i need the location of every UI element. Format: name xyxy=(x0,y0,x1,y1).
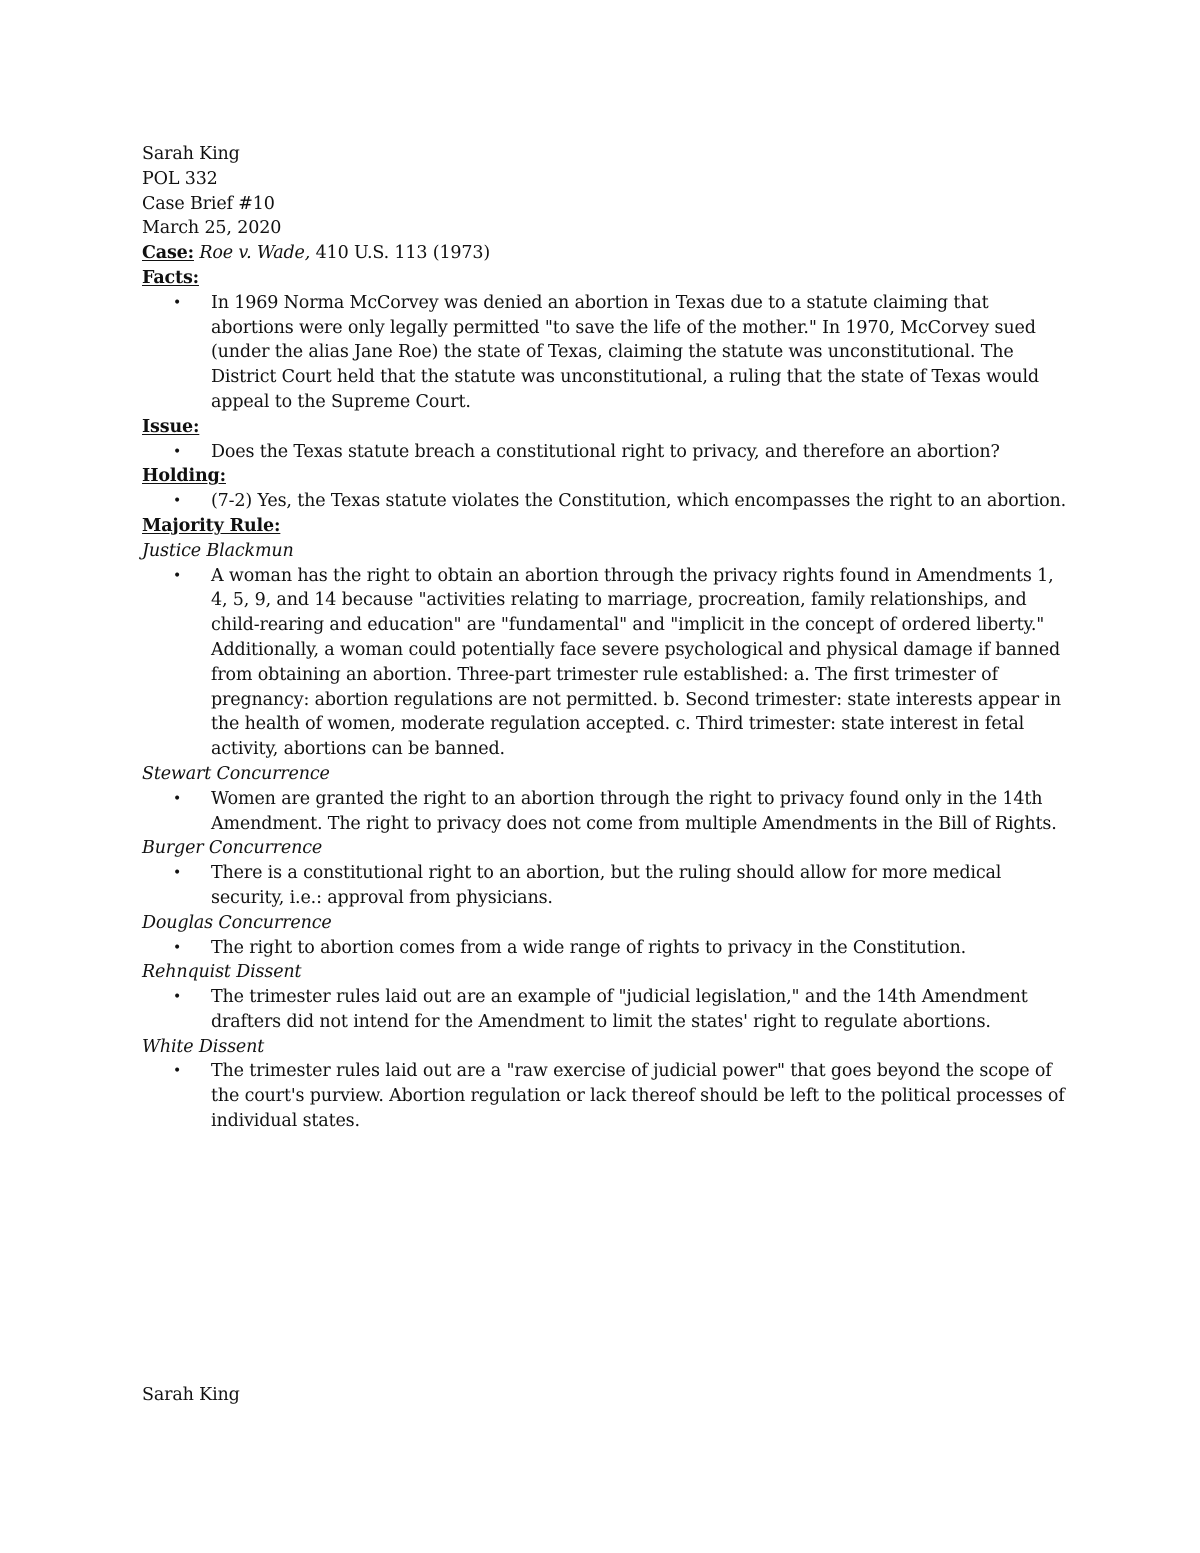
opinion-bullet xyxy=(142,985,1072,1035)
opinion-author-blackmun: Justice Blackmun xyxy=(142,540,294,561)
facts-bullet-text: In 1969 Norma McCorvey was denied an abortion in Texas due to a statute claiming that abortions were only legally permitted "to save the life of the mother." In 1970, McCorvey sued (under the alias Jane Roe) the state of Texas, claiming the statute was unconstitutional. The District Court held that the statute was unconstitutional, a ruling that the state of Texas would appeal to the Supreme Court. xyxy=(211,292,1039,412)
facts-heading: Facts: xyxy=(142,267,199,288)
holding-bullet xyxy=(142,489,1072,514)
bullet-icon: • xyxy=(173,567,182,584)
bullet-icon: • xyxy=(173,989,182,1006)
opinion-author-burger: Burger Concurrence xyxy=(142,838,323,859)
case-name: Roe v. Wade, xyxy=(199,243,311,264)
opinion-list-douglas xyxy=(142,936,1072,961)
issue-bullet-text: Does the Texas statute breach a constitutional right to privacy, and therefore an abortion? xyxy=(211,441,1000,462)
holding-bullet-text: (7-2) Yes, the Texas statute violates the Constitution, which encompasses the right to an abortion. xyxy=(211,491,1067,512)
bullet-icon: • xyxy=(173,294,182,311)
footer-author-name: Sarah King xyxy=(142,1385,240,1405)
opinion-bullet xyxy=(142,861,1072,911)
opinion-bullet-text: Women are granted the right to an abortion through the right to privacy found only in the 14th Amendment. The right to privacy does not come from multiple Amendments in the Bill of Rights. xyxy=(211,788,1057,834)
opinion-bullet xyxy=(142,936,1072,961)
bullet-icon: • xyxy=(173,939,182,956)
opinion-list-stewart xyxy=(142,787,1072,837)
author-name: Sarah King xyxy=(142,144,240,164)
bullet-icon: • xyxy=(173,443,182,460)
document-body xyxy=(142,142,1072,1134)
bullet-icon: • xyxy=(173,790,182,807)
holding-heading: Holding: xyxy=(142,466,226,487)
case-label: Case: xyxy=(142,243,194,264)
opinion-author-douglas: Douglas Concurrence xyxy=(142,912,332,933)
opinion-bullet-text: A woman has the right to obtain an abortion through the privacy rights found in Amendments 1, 4, 5, 9, and 14 because "activities relating to marriage, procreation, family relationships, and child-rearing and education" are "fundamental" and "implicit in the concept of ordered liberty." Additionally, a woman could potentially face severe psychological and physical damage if banned from obtaining an abortion. Three-part trimester rule established: a. The first trimester of pregnancy: abortion regulations are not permitted. b. Second trimester: state interests appear in the health of women, moderate regulation accepted. c. Third trimester: state interest in fetal activity, abortions can be banned. xyxy=(211,565,1061,760)
issue-bullet xyxy=(142,440,1072,465)
opinion-list-rehnquist xyxy=(142,985,1072,1035)
opinion-bullet xyxy=(142,1059,1072,1133)
bullet-icon: • xyxy=(173,865,182,882)
assignment-title: Case Brief #10 xyxy=(142,193,275,214)
issue-heading: Issue: xyxy=(142,416,200,437)
course-code: POL 332 xyxy=(142,168,218,189)
opinion-bullet-text: There is a constitutional right to an abortion, but the ruling should allow for more medical security, i.e.: approval from physicians. xyxy=(211,863,1002,908)
document-date: March 25, 2020 xyxy=(142,218,282,239)
opinion-bullet-text: The trimester rules laid out are an example of "judicial legislation," and the 14th Amendment drafters did not intend for the Amendment to limit the states' right to regulate abortions. xyxy=(211,987,1028,1032)
bullet-icon: • xyxy=(173,1063,182,1080)
issue-list xyxy=(142,440,1072,465)
opinion-author-stewart: Stewart Concurrence xyxy=(142,763,330,784)
opinion-author-white: White Dissent xyxy=(142,1036,265,1057)
opinion-list-blackmun xyxy=(142,564,1072,762)
facts-list xyxy=(142,291,1072,415)
opinion-bullet xyxy=(142,787,1072,837)
opinion-bullet-text: The right to abortion comes from a wide range of rights to privacy in the Constitution. xyxy=(211,937,966,958)
bullet-icon: • xyxy=(173,493,182,510)
case-citation: 410 U.S. 113 (1973) xyxy=(310,243,491,264)
opinion-bullet-text: The trimester rules laid out are a "raw exercise of judicial power" that goes beyond the scope of the court's purview. Abortion regulation or lack thereof should be left to the political processes of individual states. xyxy=(211,1061,1065,1132)
facts-bullet xyxy=(142,291,1072,415)
opinion-bullet xyxy=(142,564,1072,762)
majority-heading: Majority Rule: xyxy=(142,515,281,536)
opinion-author-rehnquist: Rehnquist Dissent xyxy=(142,962,302,983)
case-line xyxy=(142,241,1072,266)
opinion-list-white xyxy=(142,1059,1072,1133)
opinion-list-burger xyxy=(142,861,1072,911)
holding-list xyxy=(142,489,1072,514)
